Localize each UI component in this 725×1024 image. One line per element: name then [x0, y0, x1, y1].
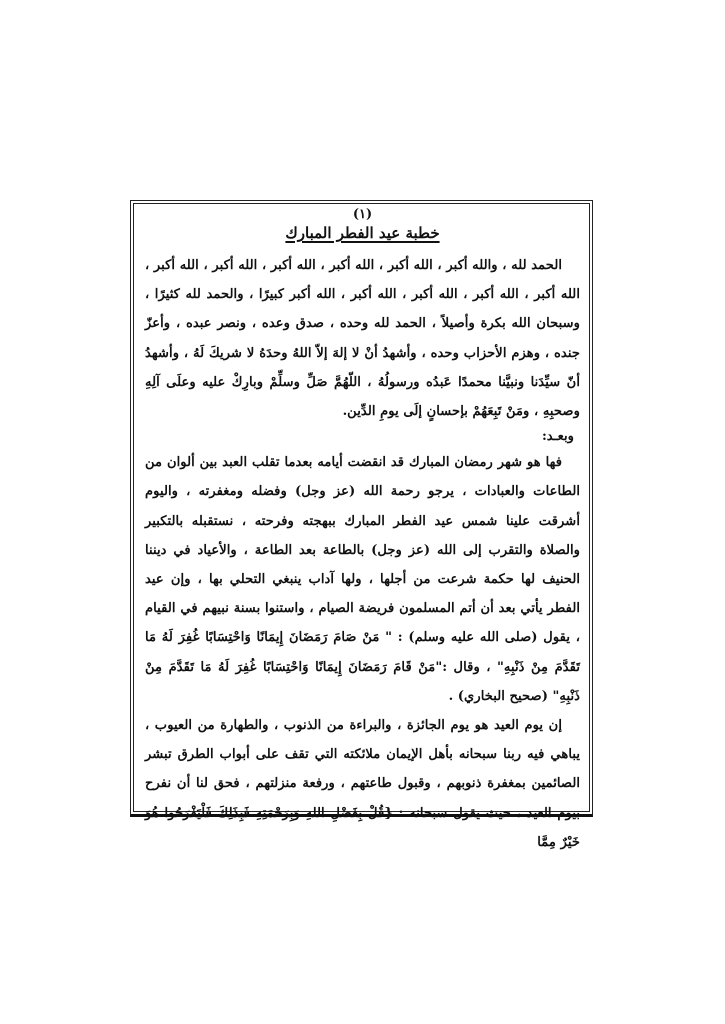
transition-phrase: وبعـد:: [541, 429, 574, 445]
document-content: [145, 207, 580, 850]
document-frame: [130, 200, 593, 850]
page-title: خطبة عيد الفطر المبارك: [285, 224, 440, 242]
page-number: (١): [352, 207, 373, 222]
body-paragraph-2: إن يوم العيد هو يوم الجائزة ، والبراءة من الذنوب ، والطهارة من العيوب ، يباهي فيه ربنا سبحانه بأهل الإيمان ملائكته التي تقف على أبواب الطرق تبشر الصائمين بمغفرة ذنوبهم ، وقبول طاعتهم ، ورفعة منزلتهم ، فحق لنا أن نفرح بيوم العيد ، حيث يقول سبحانه : {قُلْ بِفَضْلِ اللهِ وَبِرَحْمَتِهِ فَبِذَلِكَ فَلْيَفْرَحُوا هُوَ خَيْرٌ مِمَّا: [145, 718, 580, 850]
body-paragraph-1: فها هو شهر رمضان المبارك قد انقضت أيامه بعدما تقلب العبد بين ألوان من الطاعات والعبادات ، يرجو رحمة الله (عز وجل) وفضله ومغفرته ، واليوم أشرقت علينا شمس عيد الفطر المبارك ببهجته وفرحته ، نستقبله بالتكبير والصلاة والتقرب إلى الله (عز وجل) بالطاعة بعد الطاعة ، والأعياد في ديننا الحنيف لها حكمة شرعت من أجلها ، ولها آداب ينبغي التحلي بها ، وإن عيد الفطر يأتي بعد أن أتم المسلمون فريضة الصيام ، واستنوا بسنة نبيهم في القيام ، يقول (صلى الله عليه وسلم) : " مَنْ صَامَ رَمَضَانَ إِيمَانًا وَاحْتِسَابًا غُفِرَ لَهُ مَا تَقَدَّمَ مِنْ ذَنْبِهِ" ، وقال :"مَنْ قَامَ رَمَضَانَ إِيمَانًا وَاحْتِسَابًا غُفِرَ لَهُ مَا تَقَدَّمَ مِنْ ذَنْبِهِ" (صحيح البخاري) .: [145, 455, 580, 704]
opening-paragraph: الحمد لله ، والله أكبر ، الله أكبر ، الله أكبر ، الله أكبر ، الله أكبر ، الله أكبر ، الله أكبر ، الله أكبر ، الله أكبر ، الله أكبر ، الله أكبر كبيرًا ، والحمد لله كثيرًا ، وسبحان الله بكرة وأصيلاً ، الحمد لله وحده ، صدق وعده ، ونصر عبده ، وأعزّ جنده ، وهزم الأحزاب وحده ، وأشهدُ أنْ لا إلهَ إلاّ اللهُ وحدَهُ لا شريكَ لَهُ ، وأشهدُ أنّ سيِّدَنا ونبيَّنا محمدًا عَبدُه ورسولُهُ ، اللّهُمَّ صَلِّ وسلِّمْ وبارِكْ عليه وعلَى آلِهِ وصحبِهِ ، ومَنْ تَبِعَهُمْ بإحسانٍ إلَى يومِ الدِّين.: [145, 258, 580, 420]
